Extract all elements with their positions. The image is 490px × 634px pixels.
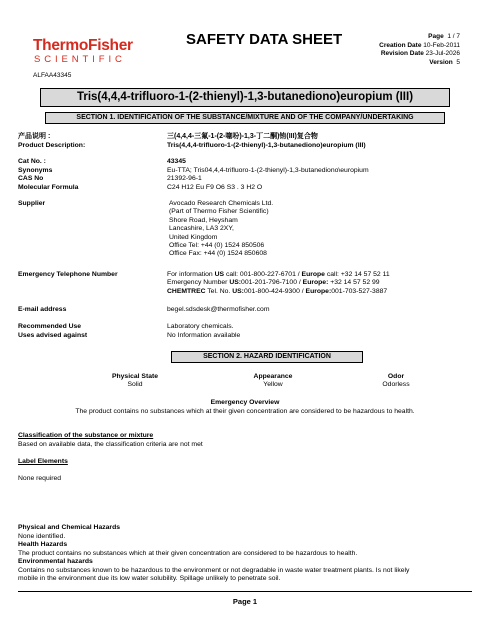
physical-state-label: Physical State	[111, 373, 159, 380]
synonyms-value: Eu-TTA; Tris04,4,4-trifluoro-1-(2-thienyl)-1,3-butanediono\europium	[167, 166, 369, 174]
cat-no-value: 43345	[167, 158, 186, 165]
environmental-hazards-line: mobile in the environment due its low water solubility. Spillage unlikely to penetrate soil.	[18, 574, 281, 582]
appearance-label: Appearance	[253, 373, 293, 380]
phys-chem-hazards-text: None identified.	[18, 532, 66, 540]
creation-date-label: Creation Date	[379, 41, 422, 49]
odor	[356, 373, 436, 390]
supplier-label: Supplier	[18, 200, 46, 207]
supplier-line: United Kingdom	[169, 233, 218, 241]
emergency-line-number: Emergency Number US:001-201-796-7100 / Europe: +32 14 57 52 99	[167, 279, 380, 287]
odor-value: Odorless	[382, 381, 410, 389]
brand-logo-sub: SCIENTIFIC	[34, 54, 126, 65]
emergency-overview-text: The product contains no substances which at their given concentration are considered to be hazardous to health.	[75, 407, 415, 415]
environmental-hazards-heading: Environmental hazards	[18, 558, 93, 565]
revision-date-value: 23-Jul-2026	[425, 50, 460, 57]
health-hazards-heading: Health Hazards	[18, 541, 68, 548]
health-hazards-text: The product contains no substances which at their given concentration are considered to be hazardous to health.	[18, 549, 358, 557]
product-description-label: Product Description:	[18, 142, 86, 149]
document-meta	[379, 33, 460, 67]
supplier-line: Office Tel: +44 (0) 1524 850506	[169, 242, 265, 250]
emergency-line-chemtrec: CHEMTREC Tel. No. US:001-800-424-9300 / Europe:001-703-527-3887	[167, 287, 388, 295]
cjk-product-value: 三(4,4,4-三氟-1-(2-噻吩)-1,3-丁二酮)铕(III)复合物	[167, 133, 318, 140]
molecular-formula-value: C24 H12 Eu F9 O6 S3 . 3 H2 O	[167, 183, 263, 191]
supplier-address	[169, 200, 273, 259]
emergency-overview-heading: Emergency Overview	[210, 399, 280, 406]
product-title: Tris(4,4,4-trifluoro-1-(2-thienyl)-1,3-butanediono)europium (III)	[40, 88, 450, 107]
environmental-hazards-text	[18, 567, 474, 584]
email-value[interactable]: begel.sdsdesk@thermofisher.com	[167, 306, 270, 313]
environmental-hazards-line: Contains no substances known to be hazardous to the environment or not degradable in waste water treatment plants. Is not likely	[18, 566, 410, 574]
classification-heading: Classification of the substance or mixture	[18, 432, 154, 439]
recommended-use-label: Recommended Use	[18, 323, 82, 330]
supplier-line: Shore Road, Heysham	[169, 216, 238, 224]
version-value: 5	[456, 58, 460, 66]
label-elements-heading: Label Elements	[18, 458, 68, 465]
page-label: Page	[428, 33, 444, 40]
supplier-line: Lancashire, LA3 2XY,	[169, 225, 234, 233]
cat-no-label: Cat No. :	[18, 158, 46, 165]
uses-advised-against-value: No Information available	[167, 331, 241, 339]
physical-state	[80, 373, 190, 390]
phys-chem-hazards-heading: Physical and Chemical Hazards	[18, 524, 120, 531]
appearance	[218, 373, 328, 390]
recommended-use-value: Laboratory chemicals.	[167, 323, 234, 330]
revision-date-label: Revision Date	[380, 50, 424, 57]
product-description-value: Tris(4,4,4-trifluoro-1-(2-thienyl)-1,3-butanediono)europium (III)	[167, 142, 366, 149]
document-title: SAFETY DATA SHEET	[186, 31, 343, 48]
creation-date-value: 10-Feb-2011	[423, 41, 460, 49]
email-label: E-mail address	[18, 306, 67, 313]
page-value: 1 / 7	[447, 33, 460, 40]
physical-state-value: Solid	[127, 381, 143, 389]
cas-no-value: 21392-96-1	[167, 175, 202, 182]
synonyms-label: Synonyms	[18, 166, 53, 174]
uses-advised-against-label: Uses advised against	[18, 331, 88, 339]
brand-logo-main: ThermoFisher	[33, 37, 133, 54]
emergency-phone-label: Emergency Telephone Number	[18, 271, 118, 278]
molecular-formula-label: Molecular Formula	[18, 183, 79, 191]
odor-label: Odor	[387, 373, 405, 380]
document-code: ALFAA43345	[33, 72, 72, 79]
label-elements-text: None required	[18, 475, 62, 482]
supplier-line: (Part of Thermo Fisher Scientific)	[169, 208, 269, 216]
section1-heading: SECTION 1. IDENTIFICATION OF THE SUBSTANCE/MIXTURE AND OF THE COMPANY/UNDERTAKING	[45, 112, 445, 124]
section2-heading: SECTION 2. HAZARD IDENTIFICATION	[171, 351, 363, 363]
emergency-line-info: For information US call: 001-800-227-6701 / Europe call: +32 14 57 52 11	[167, 271, 390, 278]
classification-text: Based on available data, the classification criteria are not met	[18, 440, 203, 448]
emergency-phone-block	[167, 271, 390, 296]
appearance-value: Yellow	[263, 381, 283, 389]
footer-page-number: Page 1	[232, 597, 258, 606]
cjk-product-label: 产品说明 :	[18, 133, 51, 140]
supplier-line: Avocado Research Chemicals Ltd.	[169, 200, 274, 207]
cas-no-label: CAS No	[18, 175, 44, 182]
footer-divider	[18, 591, 472, 592]
version-label: Version	[429, 58, 453, 66]
supplier-line: Office Fax: +44 (0) 1524 850608	[169, 250, 267, 258]
